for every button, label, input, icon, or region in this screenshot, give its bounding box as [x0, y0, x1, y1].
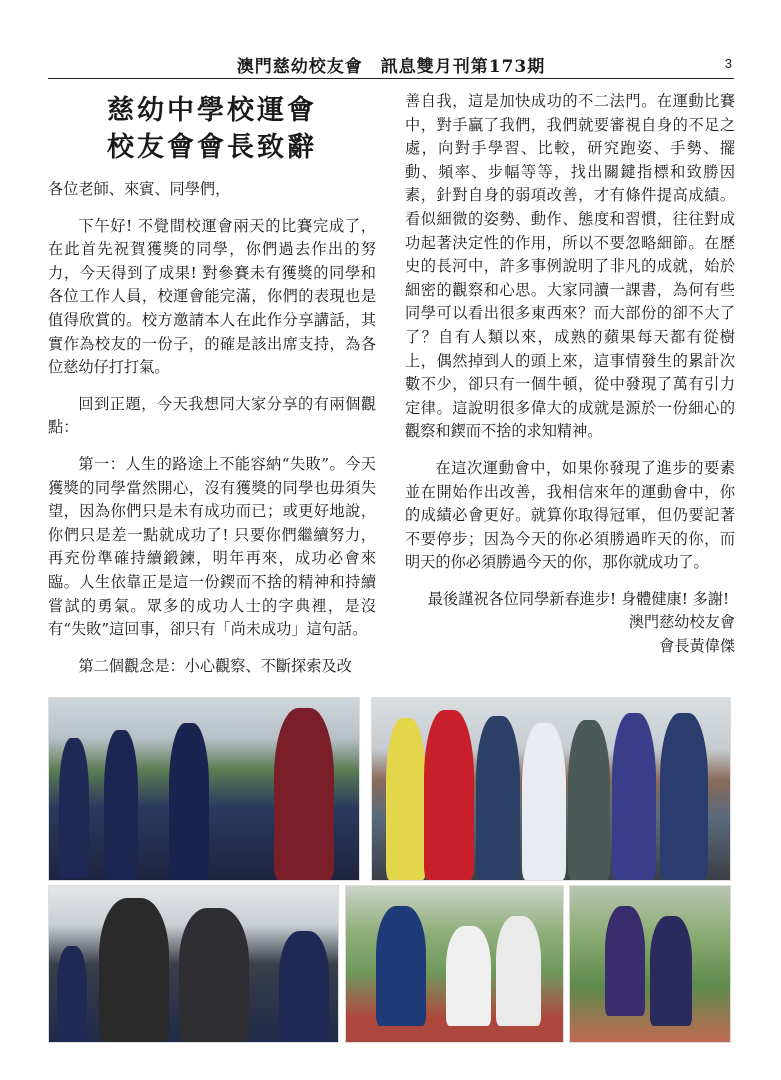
article-title	[48, 92, 376, 166]
article-title-line-2: 校友會會長致辭	[107, 132, 317, 163]
closing-wish: 最後謹祝各位同學新春進步! 身體健康! 多謝!	[427, 589, 730, 608]
paragraph-4-continued: 善自我，這是加快成功的不二法門。在運動比賽中，對手贏了我們，我們就要審視自身的不足之處，向對手學習、比較，研究跑姿、手勢、擺動、頻率、步幅等等，找出關鍵指標和致勝因素，針對自身的弱項改善，才有條件提高成績。看似細微的姿勢、動作、態度和習慣，往往對成功起著決定性的作用，所以不要忽略細節。在歷史的長河中，許多事例說明了非凡的成就，始於細密的觀察和心思。大家同讀一課書，為何有些同學可以看出很多東西來？而大部份的卻不大了了？自有人類以來，成熟的蘋果每天都有從樹上，偶然掉到人的頭上來，這事情發生的累計次數不少，卻只有一個牛頓，從中發現了萬有引力定律。這說明很多偉大的成就是源於一份細心的觀察和鍥而不捨的求知精神。	[405, 92, 735, 441]
photo-sprint	[569, 885, 731, 1043]
paragraph-3: 第一：人生的路途上不能容納“失敗”。今天獲獎的同學當然開心，沒有獲獎的同學也毋須失望，因為你們只是未有成功而已；或更好地說，你們只是差一點就成功了! 只要你們繼續努力，再充份準確持續鍛鍊，明年再來，成功必會來臨。人生依靠正是這一份鍥而不捨的精神和持續嘗試的勇氣。眾多的成功人士的字典裡，是沒有“失敗”這回事，卻只有「尚未成功」這句話。	[48, 454, 376, 639]
right-column	[405, 90, 735, 659]
photo-award-presentation	[48, 885, 339, 1043]
paragraph-2: 回到正題，今天我想同大家分享的有兩個觀點：	[48, 394, 376, 437]
paragraph-1: 下午好! 不覺間校運會兩天的比賽完成了，在此首先祝賀獲獎的同學，你們過去作出的努力，今天得到了成果! 對參賽未有獲獎的同學和各位工作人員，校運會能完滿，你們的表現也是值得欣賞的。校方邀請本人在此作分享講話，其實作為校友的一份子，的確是該出席支持，為各位慈幼仔打打氣。	[48, 216, 376, 377]
paragraph-5: 在這次運動會中，如果你發現了進步的要素並在開始作出改善，我相信來年的運動會中，你的成績必會更好。就算你取得冠軍，但仍要記著不要停步；因為今天的你必須勝過昨天的你，而明天的你必須勝過今天的你，那你就成功了。	[405, 458, 735, 572]
page-header	[48, 50, 734, 79]
paragraph-4-start: 第二個觀念是：小心觀察、不斷探索及改	[78, 656, 352, 675]
newsletter-title: 澳門慈幼校友會 訊息雙月刊第173期	[236, 57, 546, 77]
photo-relay-race	[345, 885, 564, 1043]
article-title-line-1: 慈幼中學校運會	[107, 95, 317, 126]
salutation: 各位老師、來賓、同學們，	[48, 180, 231, 198]
left-column	[48, 88, 376, 691]
signature: 會長黃偉傑	[659, 637, 735, 656]
page-number: 3	[724, 56, 732, 71]
photo-alumni-group	[371, 697, 731, 881]
photo-torch-handover	[48, 697, 360, 881]
organization-name: 澳門慈幼校友會	[628, 613, 735, 632]
